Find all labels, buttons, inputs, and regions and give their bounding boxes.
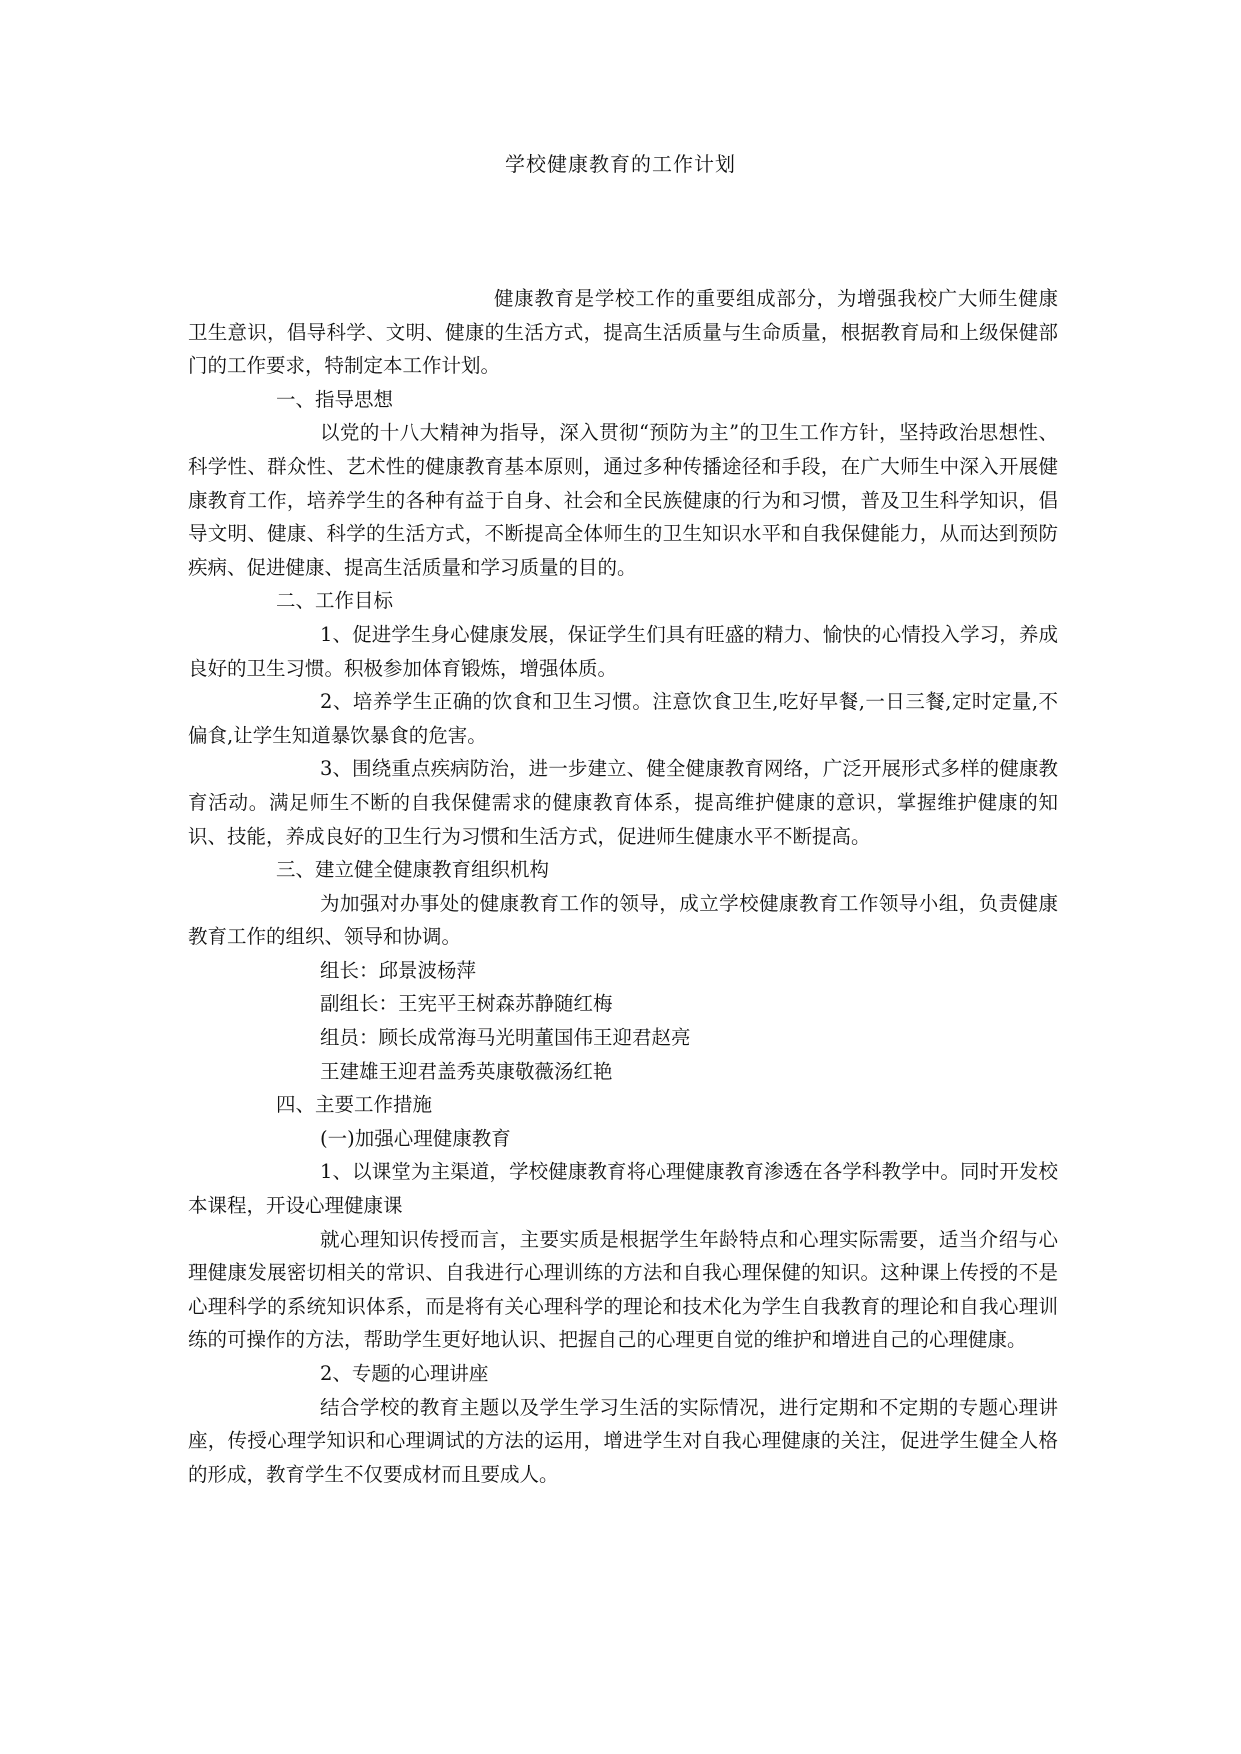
leader-line: 组长：邱景波杨萍 [320,958,477,982]
intro-paragraph: 健康教育是学校工作的重要组成部分，为增强我校广大师生健康卫生意识，倡导科学、文明、健康的生活方式，提高生活质量与生命质量，根据教育局和上级保健部门的工作要求，特制定本工作计划。 [188,287,1058,378]
paragraph: 3、围绕重点疾病防治，进一步建立、健全健康教育网络，广泛开展形式多样的健康教育活动。满足师生不断的自我保健需求的健康教育体系，提高维护健康的意识，掌握维护健康的知识、技能，养成良好的卫生行为习惯和生活方式，促进师生健康水平不断提高。 [188,757,1058,848]
members-line: 组员：顾长成常海马光明董国伟王迎君赵亮 [320,1026,691,1050]
section-heading-main-measures: 四、主要工作措施 [276,1093,433,1117]
paragraph: 1、以课堂为主渠道，学校健康教育将心理健康教育渗透在各学科教学中。同时开发校本课程，开设心理健康课 [188,1160,1058,1218]
document-title: 学校健康教育的工作计划 [505,152,736,176]
paragraph: 结合学校的教育主题以及学生学习生活的实际情况，进行定期和不定期的专题心理讲座，传授心理学知识和心理调试的方法的运用，增进学生对自我心理健康的关注，促进学生健全人格的形成，教育学生不仅要成材而且要成人。 [188,1395,1058,1486]
document-body [188,282,1058,1491]
paragraph: 就心理知识传授而言，主要实质是根据学生年龄特点和心理实际需要，适当介绍与心理健康发展密切相关的常识、自我进行心理训练的方法和自我心理保健的知识。这种课上传授的不是心理科学的系统知识体系，而是将有关心理科学的理论和技术化为学生自我教育的理论和自我心理训练的可操作的方法，帮助学生更好地认识、把握自己的心理更自觉的维护和增进自己的心理健康。 [188,1227,1058,1352]
paragraph: 以党的十八大精神为指导，深入贯彻“预防为主”的卫生工作方针，坚持政治思想性、科学性、群众性、艺术性的健康教育基本原则，通过多种传播途径和手段，在广大师生中深入开展健康教育工作，培养学生的各种有益于自身、社会和全民族健康的行为和习惯，普及卫生科学知识，倡导文明、健康、科学的生活方式，不断提高全体师生的卫生知识水平和自我保健能力，从而达到预防疾病、促进健康、提高生活质量和学习质量的目的。 [188,421,1058,579]
members-line-continued: 王建雄王迎君盖秀英康敬薇汤红艳 [320,1059,613,1083]
paragraph: 为加强对办事处的健康教育工作的领导，成立学校健康教育工作领导小组，负责健康教育工作的组织、领导和协调。 [188,891,1058,949]
paragraph: 1、促进学生身心健康发展，保证学生们具有旺盛的精力、愉快的心情投入学习，养成良好的卫生习惯。积极参加体育锻炼，增强体质。 [188,622,1058,680]
paragraph: 2、培养学生正确的饮食和卫生习惯。注意饮食卫生,吃好早餐,一日三餐,定时定量,不偏食,让学生知道暴饮暴食的危害。 [188,690,1058,747]
deputy-leader-line: 副组长：王宪平王树森苏静随红梅 [320,992,613,1016]
section-heading-organization: 三、建立健全健康教育组织机构 [276,858,550,882]
section-heading-work-goals: 二、工作目标 [276,589,394,613]
subsection-heading: (一)加强心理健康教育 [320,1126,511,1150]
subsection-item-heading: 2、专题的心理讲座 [320,1362,489,1385]
section-heading-guiding-ideology: 一、指导思想 [276,387,394,411]
